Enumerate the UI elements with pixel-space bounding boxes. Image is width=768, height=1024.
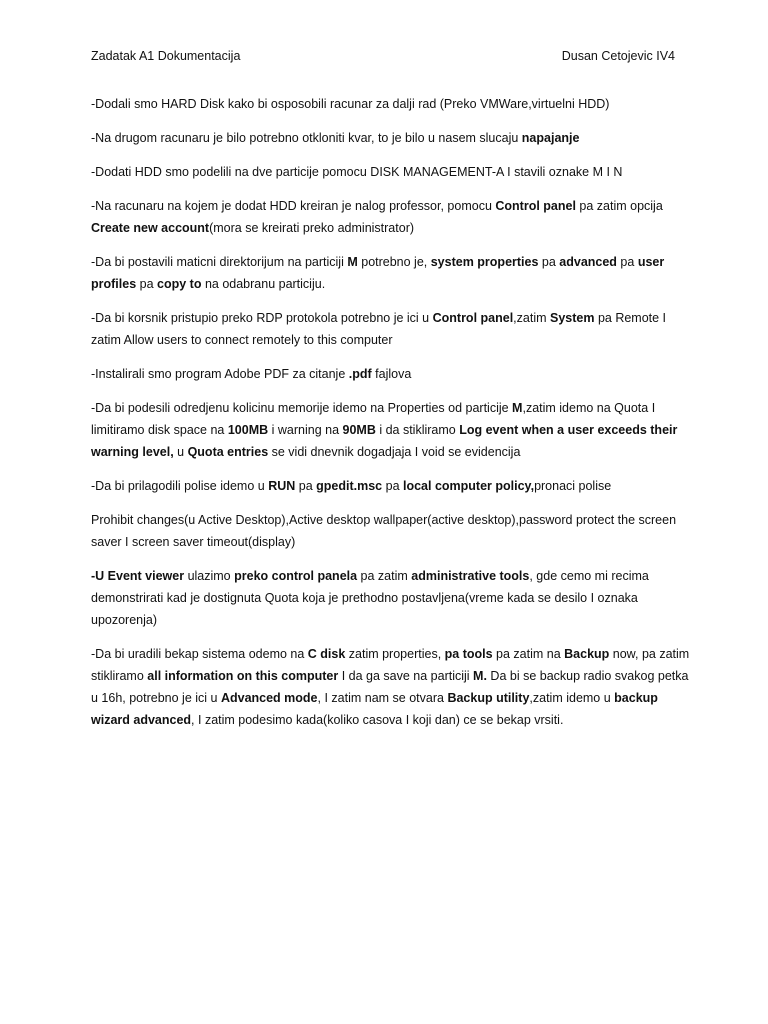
text-run: -Instalirali smo program Adobe PDF za citanje [91,367,349,381]
text-run: -Na racunaru na kojem je dodat HDD kreiran je nalog professor, pomocu [91,199,496,213]
bold-text-run: Control panel [495,199,576,213]
bold-text-run: napajanje [521,131,580,145]
bold-text-run: RUN [268,479,296,493]
bold-text-run: Control panel [432,311,514,325]
paragraph [91,643,691,731]
text-run: now, pa zatim stikliramo [91,647,690,683]
bold-text-run: 100MB [227,423,269,437]
paragraph [91,251,691,295]
bold-text-run: Advanced mode [220,691,318,705]
paragraph [91,565,691,631]
bold-text-run: 90MB [342,423,376,437]
text-run: pa [382,479,403,493]
text-run: -Dodati HDD smo podelili na dve particije pomocu DISK MANAGEMENT-A I stavili oznake M I N [91,165,623,179]
bold-text-run: -U Event viewer [91,569,185,583]
text-run: -Da bi uradili bekap sistema odemo na [91,647,308,661]
text-run: I da ga save na particiji [338,669,474,683]
text-run: -Da bi postavili maticni direktorijum na particiji [91,255,348,269]
text-run: pa [538,255,560,269]
text-run: i warning na [268,423,343,437]
bold-text-run: system properties [430,255,539,269]
text-run: u [173,445,188,459]
text-run: ,zatim idemo na Quota I limitiramo disk space na [91,401,656,437]
text-run: i da stikliramo [375,423,460,437]
document-body [91,93,691,743]
text-run: pa [616,255,638,269]
text-run: ,zatim idemo u [529,691,615,705]
text-run: ulazimo [184,569,235,583]
text-run: -Na drugom racunaru je bilo potrebno otkloniti kvar, to je bilo u nasem slucaju [91,131,522,145]
text-run: , I zatim podesimo kada(koliko casova I koji dan) ce se bekap vrsiti. [191,713,564,727]
bold-text-run: backup wizard advanced [91,691,658,727]
paragraph [91,93,691,115]
paragraph [91,397,691,463]
bold-text-run: all information on this computer [147,669,339,683]
text-run: -Dodali smo HARD Disk kako bi osposobili racunar za dalji rad (Preko VMWare,virtuelni HDD) [91,97,610,111]
paragraph [91,161,691,183]
text-run: pronaci polise [534,479,612,493]
text-run: pa zatim opcija [575,199,663,213]
bold-text-run: pa tools [444,647,493,661]
bold-text-run: Quota entries [187,445,269,459]
paragraph [91,509,691,553]
text-run: , I zatim nam se otvara [317,691,448,705]
text-run: pa zatim [357,569,412,583]
bold-text-run: copy to [157,277,202,291]
bold-text-run: M. [473,669,487,683]
paragraph [91,363,691,385]
paragraph [91,307,691,351]
text-run: pa Remote I zatim Allow users to connect remotely to this computer [91,311,667,347]
text-run: pa zatim na [492,647,565,661]
paragraph [91,195,691,239]
text-run: -Da bi korsnik pristupio preko RDP protokola potrebno je ici u [91,311,433,325]
text-run: na odabranu particiju. [201,277,326,291]
bold-text-run: Create new account [91,221,210,235]
text-run: , gde cemo mi recima demonstrirati kad je dostignuta Quota koja je prethodno postavljena(vreme kada se desilo I oznaka upozorenja) [91,569,649,627]
text-run: ,zatim [513,311,550,325]
text-run: Prohibit changes(u Active Desktop),Active desktop wallpaper(active desktop),password protect the screen saver I screen saver timeout(display) [91,513,677,549]
bold-text-run: Log event when a user exceeds their warning level, [91,423,678,459]
paragraph [91,475,691,497]
text-run: Da bi se backup radio svakog petka u 16h, potrebno je ici u [91,669,689,705]
bold-text-run: M [347,255,358,269]
text-run: zatim properties, [345,647,445,661]
text-run: pa [136,277,158,291]
header-title: Zadatak A1 Dokumentacija [91,49,241,63]
text-run: -Da bi podesili odredjenu kolicinu memorije idemo na Properties od particije [91,401,513,415]
bold-text-run: preko control panela [234,569,358,583]
bold-text-run: M [512,401,523,415]
text-run: potrebno je, [357,255,431,269]
bold-text-run: Backup utility [447,691,530,705]
text-run: (mora se kreirati preko administrator) [209,221,415,235]
bold-text-run: local computer policy, [403,479,535,493]
header-author: Dusan Cetojevic IV4 [561,49,675,63]
text-run: se vidi dnevnik dogadjaja I void se evidencija [268,445,521,459]
bold-text-run: C disk [307,647,346,661]
bold-text-run: user profiles [91,255,665,291]
paragraph [91,127,691,149]
bold-text-run: administrative tools [411,569,530,583]
text-run: pa [295,479,317,493]
page-header [91,47,675,65]
bold-text-run: System [549,311,595,325]
text-run: fajlova [371,367,412,381]
bold-text-run: advanced [559,255,617,269]
bold-text-run: .pdf [348,367,372,381]
bold-text-run: Backup [564,647,610,661]
text-run: -Da bi prilagodili polise idemo u [91,479,269,493]
bold-text-run: gpedit.msc [316,479,383,493]
